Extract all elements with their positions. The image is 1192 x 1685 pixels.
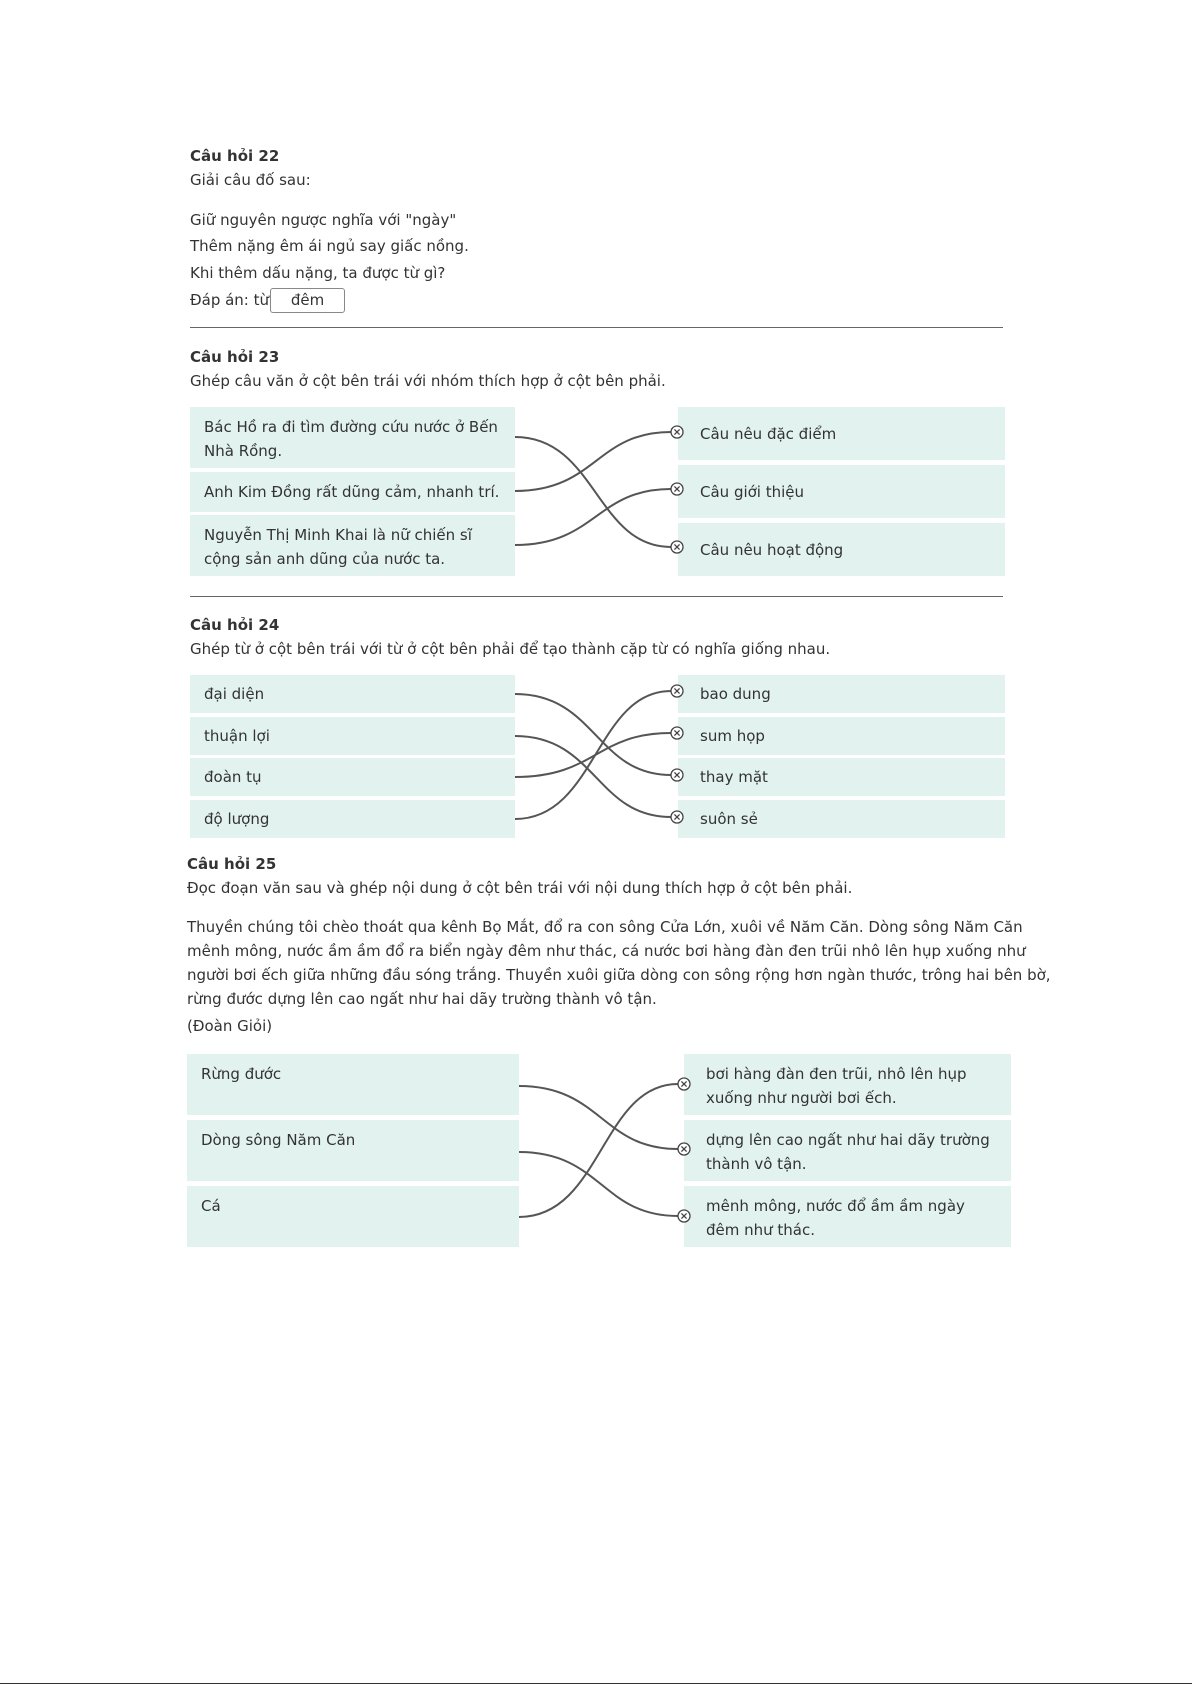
q22-title: Câu hỏi 22: [190, 147, 280, 165]
q23-left-item[interactable]: Nguyễn Thị Minh Khai là nữ chiến sĩ cộng sản anh dũng của nước ta.: [190, 515, 515, 576]
divider: [190, 327, 1003, 328]
q23-match-line: [515, 432, 671, 491]
q24-right-label: bao dung: [700, 685, 771, 703]
q24-right-label: thay mặt: [700, 768, 768, 786]
divider: [190, 596, 1003, 597]
q25-left-item[interactable]: Cá: [187, 1186, 519, 1247]
q25-right-label: bơi hàng đàn đen trũi, nhô lên hụp xuống như người bơi ếch.: [706, 1065, 967, 1107]
q24-right-item[interactable]: [678, 675, 1005, 713]
q23-match-line: [515, 437, 671, 547]
q25-passage-line: Thuyền chúng tôi chèo thoát qua kênh Bọ Mắt, đổ ra con sông Cửa Lớn, xuôi về Năm Căn. Dòng sông Năm Căn: [187, 918, 1023, 936]
q25-passage-line: rừng đước dựng lên cao ngất như hai dãy trường thành vô tận.: [187, 990, 657, 1008]
q23-right-item[interactable]: [678, 407, 1005, 460]
q24-match-line: [515, 694, 671, 775]
q22-riddle-line: Giữ nguyên ngược nghĩa với "ngày": [190, 211, 457, 229]
q24-right-item[interactable]: [678, 717, 1005, 755]
q24-right-label: suôn sẻ: [700, 810, 758, 828]
q23-left-item[interactable]: Anh Kim Đồng rất dũng cảm, nhanh trí.: [190, 472, 515, 512]
q22-prompt: Giải câu đố sau:: [190, 171, 311, 189]
q23-right-item[interactable]: [678, 523, 1005, 576]
q24-left-item[interactable]: độ lượng: [190, 800, 515, 838]
q25-right-label: mênh mông, nước đổ ầm ầm ngày đêm như thác.: [706, 1197, 965, 1239]
q25-title: Câu hỏi 25: [187, 855, 277, 873]
q24-right-label: sum họp: [700, 727, 765, 745]
q24-match-line: [515, 691, 671, 819]
q25-right-item[interactable]: [684, 1054, 1011, 1115]
q23-prompt: Ghép câu văn ở cột bên trái với nhóm thích hợp ở cột bên phải.: [190, 372, 666, 390]
q25-passage-line: mênh mông, nước ầm ầm đổ ra biển ngày đêm như thác, cá nước bơi hàng đàn đen trũi nhô lên hụp xuống như: [187, 942, 1026, 960]
q25-right-label: dựng lên cao ngất như hai dãy trường thành vô tận.: [706, 1131, 990, 1173]
q22-riddle-line: Thêm nặng êm ái ngủ say giấc nồng.: [190, 237, 469, 255]
q24-right-item[interactable]: [678, 758, 1005, 796]
q23-title: Câu hỏi 23: [190, 348, 280, 366]
q25-left-item[interactable]: Rừng đước: [187, 1054, 519, 1115]
q25-author: (Đoàn Giỏi): [187, 1017, 273, 1035]
q23-match-line: [515, 489, 671, 545]
q25-right-item[interactable]: [684, 1186, 1011, 1247]
q24-match-line: [515, 736, 671, 817]
q25-left-item[interactable]: Dòng sông Năm Căn: [187, 1120, 519, 1181]
q24-right-item[interactable]: [678, 800, 1005, 838]
q24-match-line: [515, 733, 671, 777]
q25-passage-line: người bơi ếch giữa những đầu sóng trắng. Thuyền xuôi giữa dòng con sông rộng hơn ngàn thước, trông hai bên bờ,: [187, 966, 1051, 984]
q23-right-item[interactable]: [678, 465, 1005, 518]
q22-answer-input[interactable]: đêm: [270, 288, 345, 313]
q25-match-line: [519, 1152, 678, 1216]
q24-prompt: Ghép từ ở cột bên trái với từ ở cột bên phải để tạo thành cặp từ có nghĩa giống nhau.: [190, 640, 831, 658]
q25-passage: [187, 915, 1051, 1011]
q25-right-item[interactable]: [684, 1120, 1011, 1181]
q24-left-item[interactable]: thuận lợi: [190, 717, 515, 755]
q24-left-item[interactable]: đại diện: [190, 675, 515, 713]
q23-left-item[interactable]: Bác Hồ ra đi tìm đường cứu nước ở Bến Nhà Rồng.: [190, 407, 515, 468]
q24-title: Câu hỏi 24: [190, 616, 280, 634]
q22-riddle-line: Khi thêm dấu nặng, ta được từ gì?: [190, 264, 446, 282]
page-bottom-rule: [0, 1683, 1192, 1684]
q25-match-line: [519, 1086, 678, 1149]
q24-left-item[interactable]: đoàn tụ: [190, 758, 515, 796]
q25-prompt: Đọc đoạn văn sau và ghép nội dung ở cột bên trái với nội dung thích hợp ở cột bên phải.: [187, 879, 853, 897]
q23-right-label: Câu giới thiệu: [700, 482, 805, 501]
q22-answer-label: Đáp án: từ: [190, 291, 270, 309]
q23-right-label: Câu nêu hoạt động: [700, 540, 844, 559]
q23-right-label: Câu nêu đặc điểm: [700, 424, 837, 443]
q25-match-line: [519, 1084, 678, 1217]
